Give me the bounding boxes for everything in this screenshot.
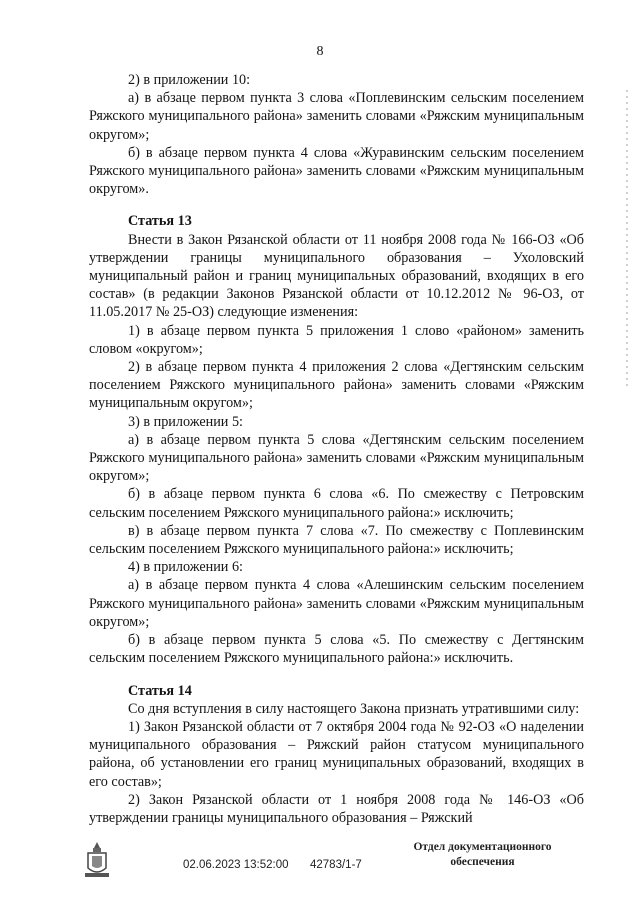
paragraph: 4) в приложении 6: <box>128 559 243 576</box>
paragraph: 1) в абзаце первом пункта 5 приложения 1 слово «районом» заменить словом «округом»; <box>89 322 584 357</box>
paragraph: 1) Закон Рязанской области от 7 октября 2004 года № 92-ОЗ «О наделении муниципального образования – Ряжский район статусом муниципального района, об установлении его границ муниципальных образований, входящих в его состав»; <box>89 718 584 790</box>
document-body <box>89 71 584 827</box>
paragraph: Внести в Закон Рязанской области от 11 ноября 2008 года № 166-ОЗ «Об утверждении границы муниципального образования – Ухоловский муниципальный район и границ муниципальных образований, входящих в его состав» (в редакции Законов Рязанской области от 10.12.2012 № 96-ОЗ, от 11.05.2017 № 25-ОЗ) следующие изменения: <box>89 231 584 321</box>
paragraph: 2) в приложении 10: <box>128 72 251 88</box>
paragraph: а) в абзаце первом пункта 3 слова «Поплевинским сельским поселением Ряжского муниципального района» заменить словами «Ряжским муниципальным округом»; <box>89 90 584 143</box>
paragraph: 3) в приложении 5: <box>128 413 243 430</box>
paragraph: 2) в абзаце первом пункта 4 приложения 2 слова «Дегтянским сельским поселением Ряжского муниципального района» заменить словами «Ряжским муниципальным округом»; <box>89 359 584 412</box>
paragraph: а) в абзаце первом пункта 5 слова «Дегтянским сельским поселением Ряжского муниципального района» заменить словами «Ряжским муниципальным округом»; <box>89 431 584 485</box>
department-line-2: обеспечения <box>450 856 515 868</box>
scan-edge-mark <box>626 90 628 390</box>
department-stamp <box>400 840 565 870</box>
paragraph: б) в абзаце первом пункта 4 слова «Журавинским сельским поселением Ряжского муниципального района» заменить словами «Ряжским муниципальным округом». <box>89 144 584 198</box>
paragraph: 2) Закон Рязанской области от 1 ноября 2008 года № 146-ОЗ «Об утверждении границы муниципального образования – Ряжский <box>89 791 584 826</box>
paragraph: в) в абзаце первом пункта 7 слова «7. По смежеству с Поплевинским сельским поселением Ряжского муниципального района:» исключить; <box>89 522 584 558</box>
stamp-doc-id: 42783/1-7 <box>310 859 362 871</box>
paragraph: б) в абзаце первом пункта 6 слова «6. По смежеству с Петровским сельским поселением Ряжского муниципального района:» исключить; <box>89 486 584 521</box>
article-heading-13: Статья 13 <box>128 213 192 230</box>
paragraph: а) в абзаце первом пункта 4 слова «Алешинским сельским поселением Ряжского муниципального района» заменить словами «Ряжским муниципальным округом»; <box>89 577 584 630</box>
stamp-datetime: 02.06.2023 13:52:00 <box>183 859 289 871</box>
article-heading-14: Статья 14 <box>128 682 192 699</box>
department-line-1: Отдел документационного <box>413 841 552 853</box>
page-number: 8 <box>316 44 324 59</box>
paragraph: Со дня вступления в силу настоящего Закона признать утратившими силу: <box>128 700 580 717</box>
paragraph: б) в абзаце первом пункта 5 слова «5. По смежеству с Дегтянским сельским поселением Ряжского муниципального района:» исключить. <box>89 632 584 667</box>
document-footer <box>0 830 640 900</box>
coat-of-arms-icon <box>82 840 112 880</box>
